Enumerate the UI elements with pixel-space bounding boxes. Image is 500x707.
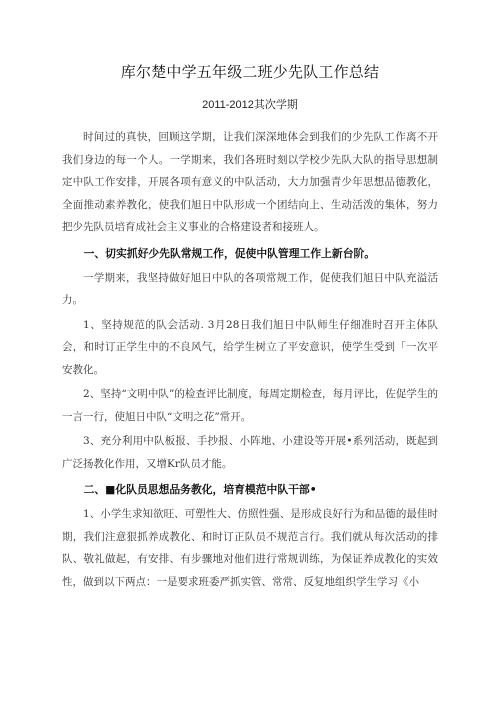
document-subtitle: 2011-2012其次学期 — [202, 99, 298, 111]
document-body — [62, 126, 438, 593]
document-title: 库尔楚中学五年级二班少先队工作总结 — [120, 64, 380, 81]
intro-paragraph: 时间过的真快，回顾这学期，让我们深深地体会到我们的少先队工作离不开我们身边的每一个人。一学期来，我们各班时刻以学校少先队大队的指导思想制定中队工作安排，开展各项有意义的中队活动，大力加强青少年思想品德教化，全面推动素养教化，使我们旭日中队形成一个团结向上、生动活泼的集体，努力把少先队员培育成社会主义事业的合格建设者和接班人。 — [62, 131, 438, 233]
section-heading-2: 二、■化队员思想品务教化，培育模范中队干部• — [83, 483, 317, 496]
section-2-item-1: 1、小学生求知欲旺、可塑性大、仿照性强、是形成良好行为和品德的最佳时期，我们注意狠抓养成教化、和时订正队员不规范言行。我们就从每次活动的排队、敬礼做起，有安排、有步骤地对他们进行常规训练，为保证养成教化的实效性，做到以下两点：一是要求班委严抓实管、常常、反复地组织学生学习《小 — [62, 508, 438, 588]
section-1-item-3: 3、充分利用中队板报、手抄报、小阵地、小建设等开展•系列活动，既起到广泛扬教化作用，又增Kr队员才能。 — [62, 435, 438, 470]
section-1-item-1: 1、坚持规范的队会活动. 3月28日我们旭日中队师生仔细准时召开主体队会，和时订正学生中的不良风气，给学生树立了平安意识，使学生受到「一次平安教化。 — [62, 318, 438, 376]
section-1-paragraph: 一学期来，我坚持做好旭日中队的各项常规工作，促使我们旭日中队充溢活力。 — [62, 271, 438, 306]
section-1-item-2: 2、坚持“文明中队”的检查评比制度，每周定期检查，每月评比，佐促学生的一言一行，使旭日中队“文明之花”常开。 — [62, 388, 438, 423]
section-heading-1: 一、切实抓好少先队常规工作，促使中队管理工作上新台阶。 — [83, 246, 376, 260]
